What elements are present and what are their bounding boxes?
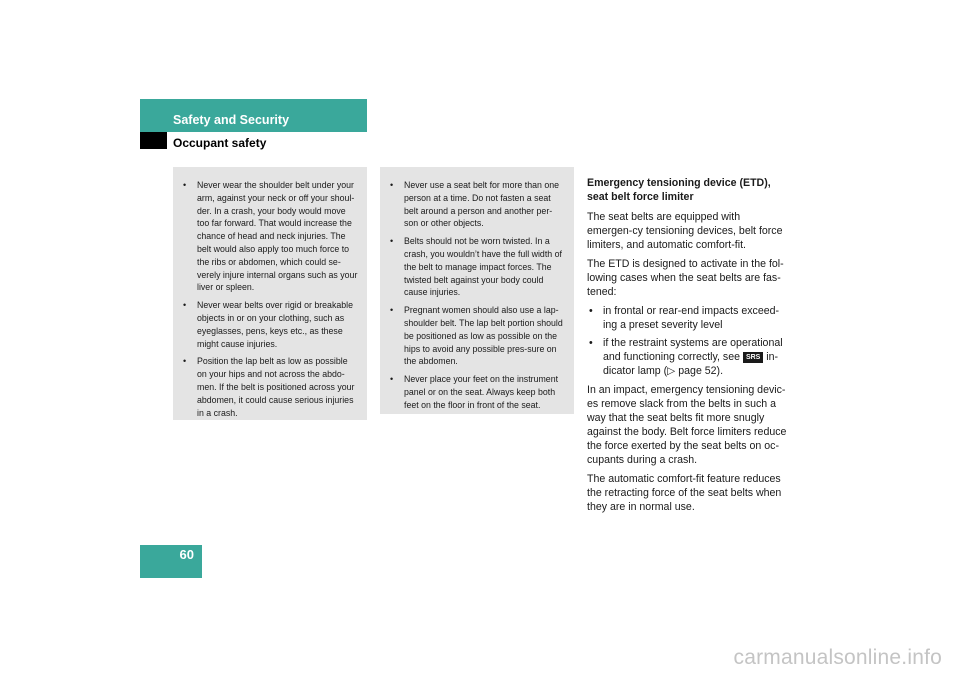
bullet-icon: • bbox=[390, 180, 394, 190]
body-paragraph: The ETD is designed to activate in the fol-lowing cases when the seat belts are fas-tened: bbox=[587, 258, 784, 298]
warning-box-left bbox=[173, 167, 367, 420]
warning-list-right bbox=[390, 179, 566, 412]
bullet-icon: • bbox=[589, 305, 593, 317]
body-column bbox=[587, 176, 787, 519]
page-number: 60 bbox=[179, 547, 194, 562]
section-marker bbox=[140, 132, 167, 149]
warning-item: • Pregnant women should also use a lap-shoulder belt. The lap belt portion should be positioned as low as possible on the hips to avoid any possible pres-sure on the abdomen. bbox=[390, 305, 563, 367]
bullet-icon: • bbox=[589, 337, 593, 349]
bullet-icon: • bbox=[390, 305, 394, 316]
body-bullet-item: • if the restraint systems are operational and functioning correctly, see SRS in-dicator lamp (▷ page 52). bbox=[589, 337, 783, 377]
body-bullet-list bbox=[587, 304, 787, 378]
subsection-title: Occupant safety bbox=[173, 136, 267, 150]
warning-item: • Never wear the shoulder belt under your arm, against your neck or off your shoul-der. In a crash, your body would move too far forward. That would increase the chance of head and neck injuries. The belt would also apply too much force to the ribs or abdomen, which could se-verely injure internal organs such as your liver or spleen. bbox=[183, 180, 358, 293]
watermark-text: carmanualsonline.info bbox=[733, 646, 942, 669]
body-heading: Emergency tensioning device (ETD), seat belt force limiter bbox=[587, 177, 771, 203]
warning-item: • Position the lap belt as low as possible on your hips and not across the abdo-men. If the belt is positioned across your abdomen, it could cause serious injuries in a crash. bbox=[183, 356, 355, 418]
warning-box-right bbox=[380, 167, 574, 414]
body-paragraph: The seat belts are equipped with emergen-cy tensioning devices, belt force limiters, and automatic comfort-fit. bbox=[587, 211, 783, 251]
bullet-icon: • bbox=[390, 236, 394, 247]
warning-item: • Never place your feet on the instrument panel or on the seat. Always keep both feet on the floor in front of the seat. bbox=[390, 374, 559, 410]
warning-item: • Never use a seat belt for more than one person at a time. Do not fasten a seat belt around a person and another per-son or other objects. bbox=[390, 180, 560, 229]
body-paragraph: The automatic comfort-fit feature reduces the retracting force of the seat belts when they are in normal use. bbox=[587, 473, 782, 513]
section-title: Safety and Security bbox=[173, 113, 290, 127]
warning-list-left bbox=[183, 179, 359, 419]
warning-item: • Never wear belts over rigid or breakable objects in or on your clothing, such as eyeglasses, pens, keys etc., as these might cause injuries. bbox=[183, 300, 353, 349]
bullet-icon: • bbox=[390, 374, 394, 385]
bullet-icon: • bbox=[183, 356, 187, 367]
bullet-icon: • bbox=[183, 300, 187, 311]
srs-indicator-icon: SRS bbox=[743, 352, 763, 363]
bullet-icon: • bbox=[183, 180, 187, 190]
body-paragraph: In an impact, emergency tensioning devic-es remove slack from the belts in such a way that the seat belts fit more snugly against the body. Belt force limiters reduce the force exerted by the seat belts on oc-cupants during a crash. bbox=[587, 384, 787, 466]
warning-item: • Belts should not be worn twisted. In a crash, you wouldn’t have the full width of the belt to manage impact forces. The twisted belt against your body could cause injuries. bbox=[390, 236, 562, 298]
body-bullet-item: • in frontal or rear-end impacts exceed-ing a preset severity level bbox=[589, 305, 780, 331]
